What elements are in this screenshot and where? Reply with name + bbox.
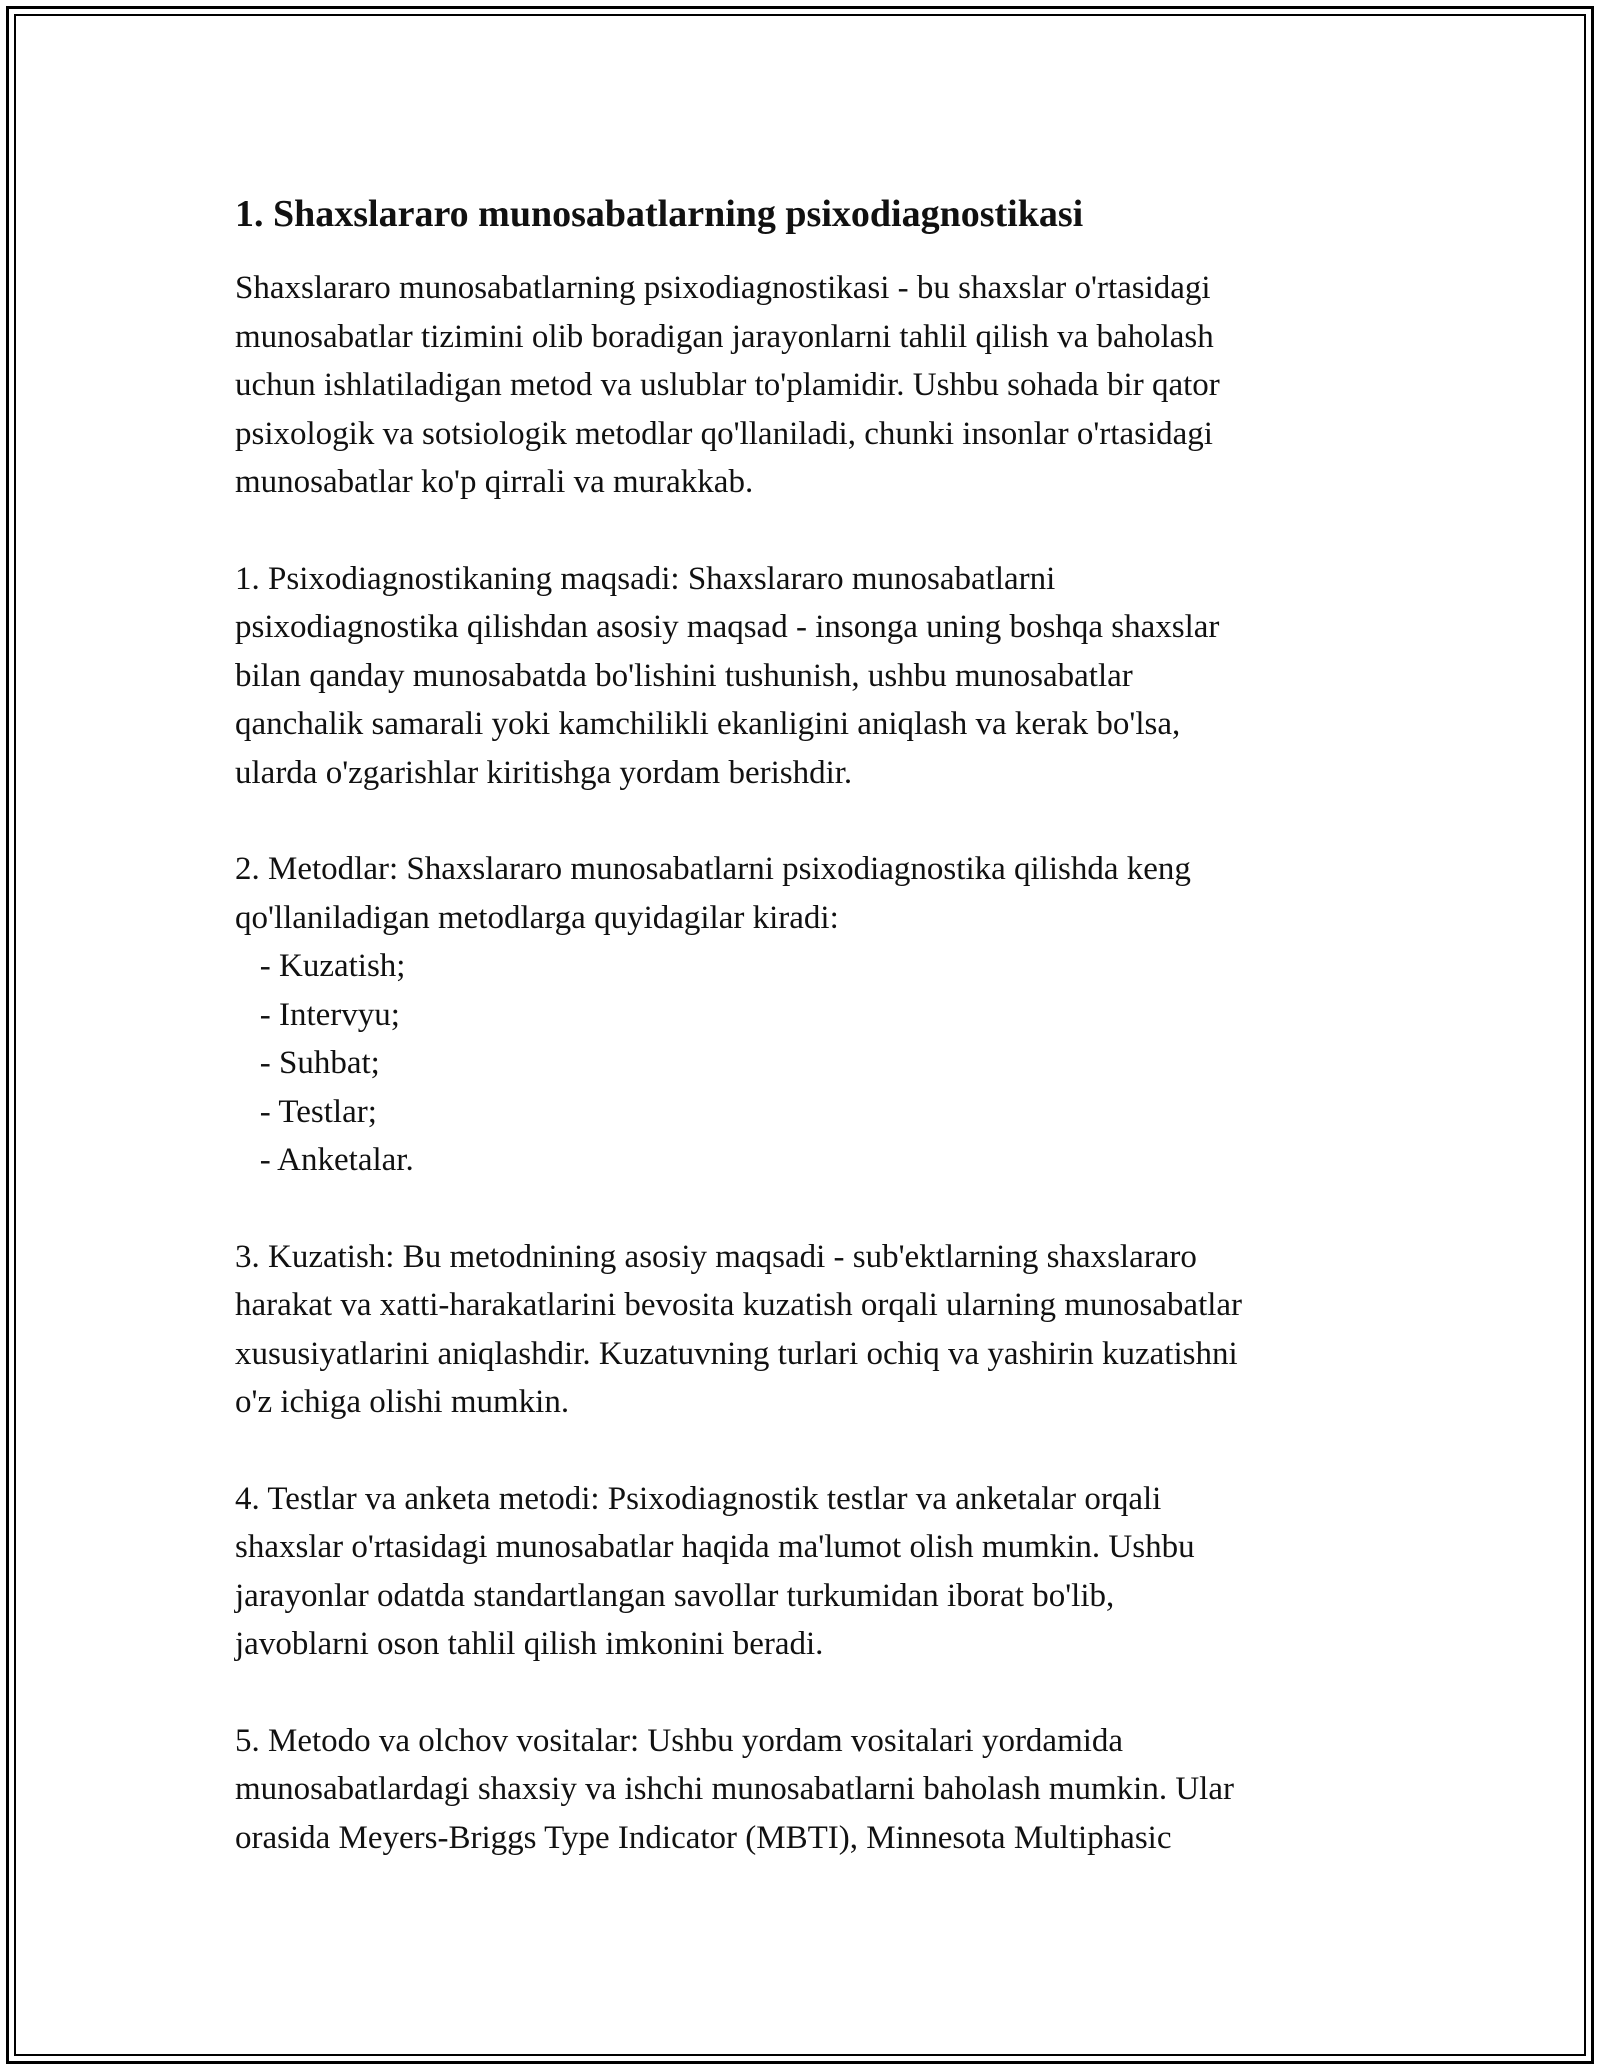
section-4-line: javoblarni oson tahlil qilish imkonini beradi. xyxy=(235,1626,824,1662)
section-5-line: 5. Metodo va olchov vositalar: Ushbu yordam vositalari yordamida xyxy=(235,1722,1124,1759)
method-list-item: - Suhbat; xyxy=(235,1045,380,1081)
method-list-item: - Intervyu; xyxy=(235,996,400,1033)
section-1-line: 1. Psixodiagnostikaning maqsadi: Shaxslararo munosabatlarni xyxy=(235,560,1056,597)
section-1-paragraph xyxy=(235,555,1375,798)
section-5-line: orasida Meyers-Briggs Type Indicator (MBTI), Minnesota Multiphasic xyxy=(235,1819,1172,1856)
method-list-item: - Testlar; xyxy=(235,1093,377,1130)
section-1-line: ularda o'zgarishlar kiritishga yordam berishdir. xyxy=(235,754,853,791)
section-3-line: harakat va xatti-harakatlarini bevosita kuzatish orqali ularning munosabatlar xyxy=(235,1287,1243,1323)
intro-line: munosabatlar tizimini olib boradigan jarayonlarni tahlil qilish va baholash xyxy=(235,318,1214,355)
method-list-item: - Kuzatish; xyxy=(235,948,406,984)
section-3-paragraph xyxy=(235,1233,1375,1427)
section-3-line: xususiyatlarini aniqlashdir. Kuzatuvning turlari ochiq va yashirin kuzatishni xyxy=(235,1335,1238,1372)
intro-line: psixologik va sotsiologik metodlar qo'llaniladi, chunki insonlar o'rtasidagi xyxy=(235,415,1213,452)
section-4-line: jarayonlar odatda standartlangan savollar turkumidan iborat bo'lib, xyxy=(235,1577,1115,1614)
section-4-line: 4. Testlar va anketa metodi: Psixodiagnostik testlar va anketalar orqali xyxy=(235,1480,1162,1517)
document-heading: 1. Shaxslararo munosabatlarning psixodiagnostikasi xyxy=(235,193,1084,235)
method-list-item: - Anketalar. xyxy=(235,1142,414,1178)
intro-line: uchun ishlatiladigan metod va uslublar to'plamidir. Ushbu sohada bir qator xyxy=(235,367,1220,403)
section-3-line: 3. Kuzatish: Bu metodnining asosiy maqsadi - sub'ektlarning shaxslararo xyxy=(235,1238,1197,1275)
section-5-paragraph xyxy=(235,1717,1375,1863)
section-1-line: qanchalik samarali yoki kamchilikli ekanligini aniqlash va kerak bo'lsa, xyxy=(235,706,1181,742)
section-4-line: shaxslar o'rtasidagi munosabatlar haqida ma'lumot olish mumkin. Ushbu xyxy=(235,1529,1195,1565)
intro-line: munosabatlar ko'p qirrali va murakkab. xyxy=(235,464,754,500)
section-2-line: qo'llaniladigan metodlarga quyidagilar kiradi: xyxy=(235,899,839,936)
intro-line: Shaxslararo munosabatlarning psixodiagnostikasi - bu shaxslar o'rtasidagi xyxy=(235,270,1211,306)
intro-paragraph xyxy=(235,264,1375,507)
section-2-line: 2. Metodlar: Shaxslararo munosabatlarni psixodiagnostika qilishda keng xyxy=(235,851,1191,887)
section-1-line: bilan qanday munosabatda bo'lishini tushunish, ushbu munosabatlar xyxy=(235,657,1133,694)
document-body xyxy=(235,190,1375,1910)
section-4-paragraph xyxy=(235,1475,1375,1669)
section-3-line: o'z ichiga olishi mumkin. xyxy=(235,1384,570,1420)
section-5-line: munosabatlardagi shaxsiy va ishchi munosabatlarni baholash mumkin. Ular xyxy=(235,1771,1234,1807)
section-1-line: psixodiagnostika qilishdan asosiy maqsad - insonga uning boshqa shaxslar xyxy=(235,609,1220,645)
section-2-paragraph xyxy=(235,845,1375,1185)
